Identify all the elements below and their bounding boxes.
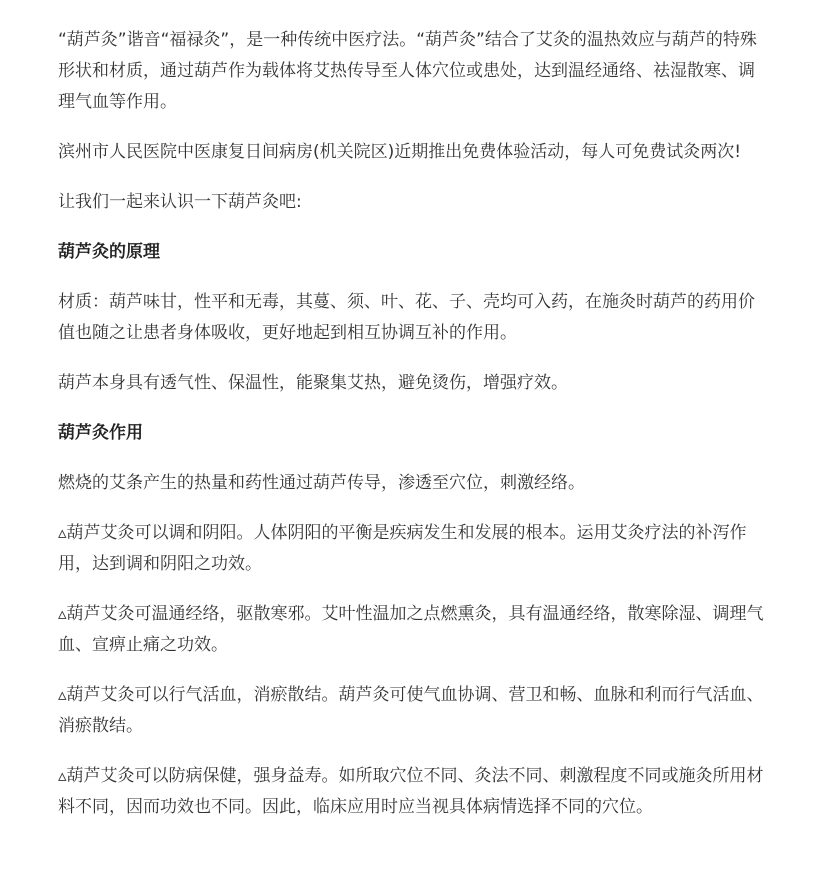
section-heading-effect: 葫芦灸作用	[58, 423, 143, 443]
principle-material-paragraph: 材质：葫芦味甘，性平和无毒，其蔓、须、叶、花、子、壳均可入药，在施灸时葫芦的药用价值也随之让患者身体吸收，更好地起到相互协调互补的作用。	[58, 292, 755, 343]
effect-item-4: ▵葫芦艾灸可以防病保健，强身益寿。如所取穴位不同、灸法不同、刺激程度不同或施灸所用材料不同，因而功效也不同。因此，临床应用时应当视具体病情选择不同的穴位。	[58, 766, 764, 817]
lead-paragraph: 让我们一起来认识一下葫芦灸吧:	[58, 192, 302, 212]
section-heading-principle: 葫芦灸的原理	[58, 242, 160, 262]
effect-item-2: ▵葫芦艾灸可温通经络，驱散寒邪。艾叶性温加之点燃熏灸，具有温通经络，散寒除湿、调理气血、宣痹止痛之功效。	[58, 604, 764, 655]
article-body	[58, 25, 766, 842]
effect-item-1: ▵葫芦艾灸可以调和阴阳。人体阴阳的平衡是疾病发生和发展的根本。运用艾灸疗法的补泻作用，达到调和阴阳之功效。	[58, 523, 747, 574]
effect-intro-paragraph: 燃烧的艾条产生的热量和药性通过葫芦传导，渗透至穴位，刺激经络。	[58, 473, 585, 493]
principle-property-paragraph: 葫芦本身具有透气性、保温性，能聚集艾热，避免烫伤，增强疗效。	[58, 373, 568, 393]
intro-paragraph: “葫芦灸”谐音“福禄灸”，是一种传统中医疗法。“葫芦灸”结合了艾灸的温热效应与葫芦的特殊形状和材质，通过葫芦作为载体将艾热传导至人体穴位或患处，达到温经通络、祛湿散寒、调理气血等作用。	[58, 30, 757, 112]
event-paragraph: 滨州市人民医院中医康复日间病房(机关院区)近期推出免费体验活动，每人可免费试灸两次!	[58, 142, 742, 162]
effect-item-3: ▵葫芦艾灸可以行气活血，消瘀散结。葫芦灸可使气血协调、营卫和畅、血脉和利而行气活血、消瘀散结。	[58, 685, 764, 736]
